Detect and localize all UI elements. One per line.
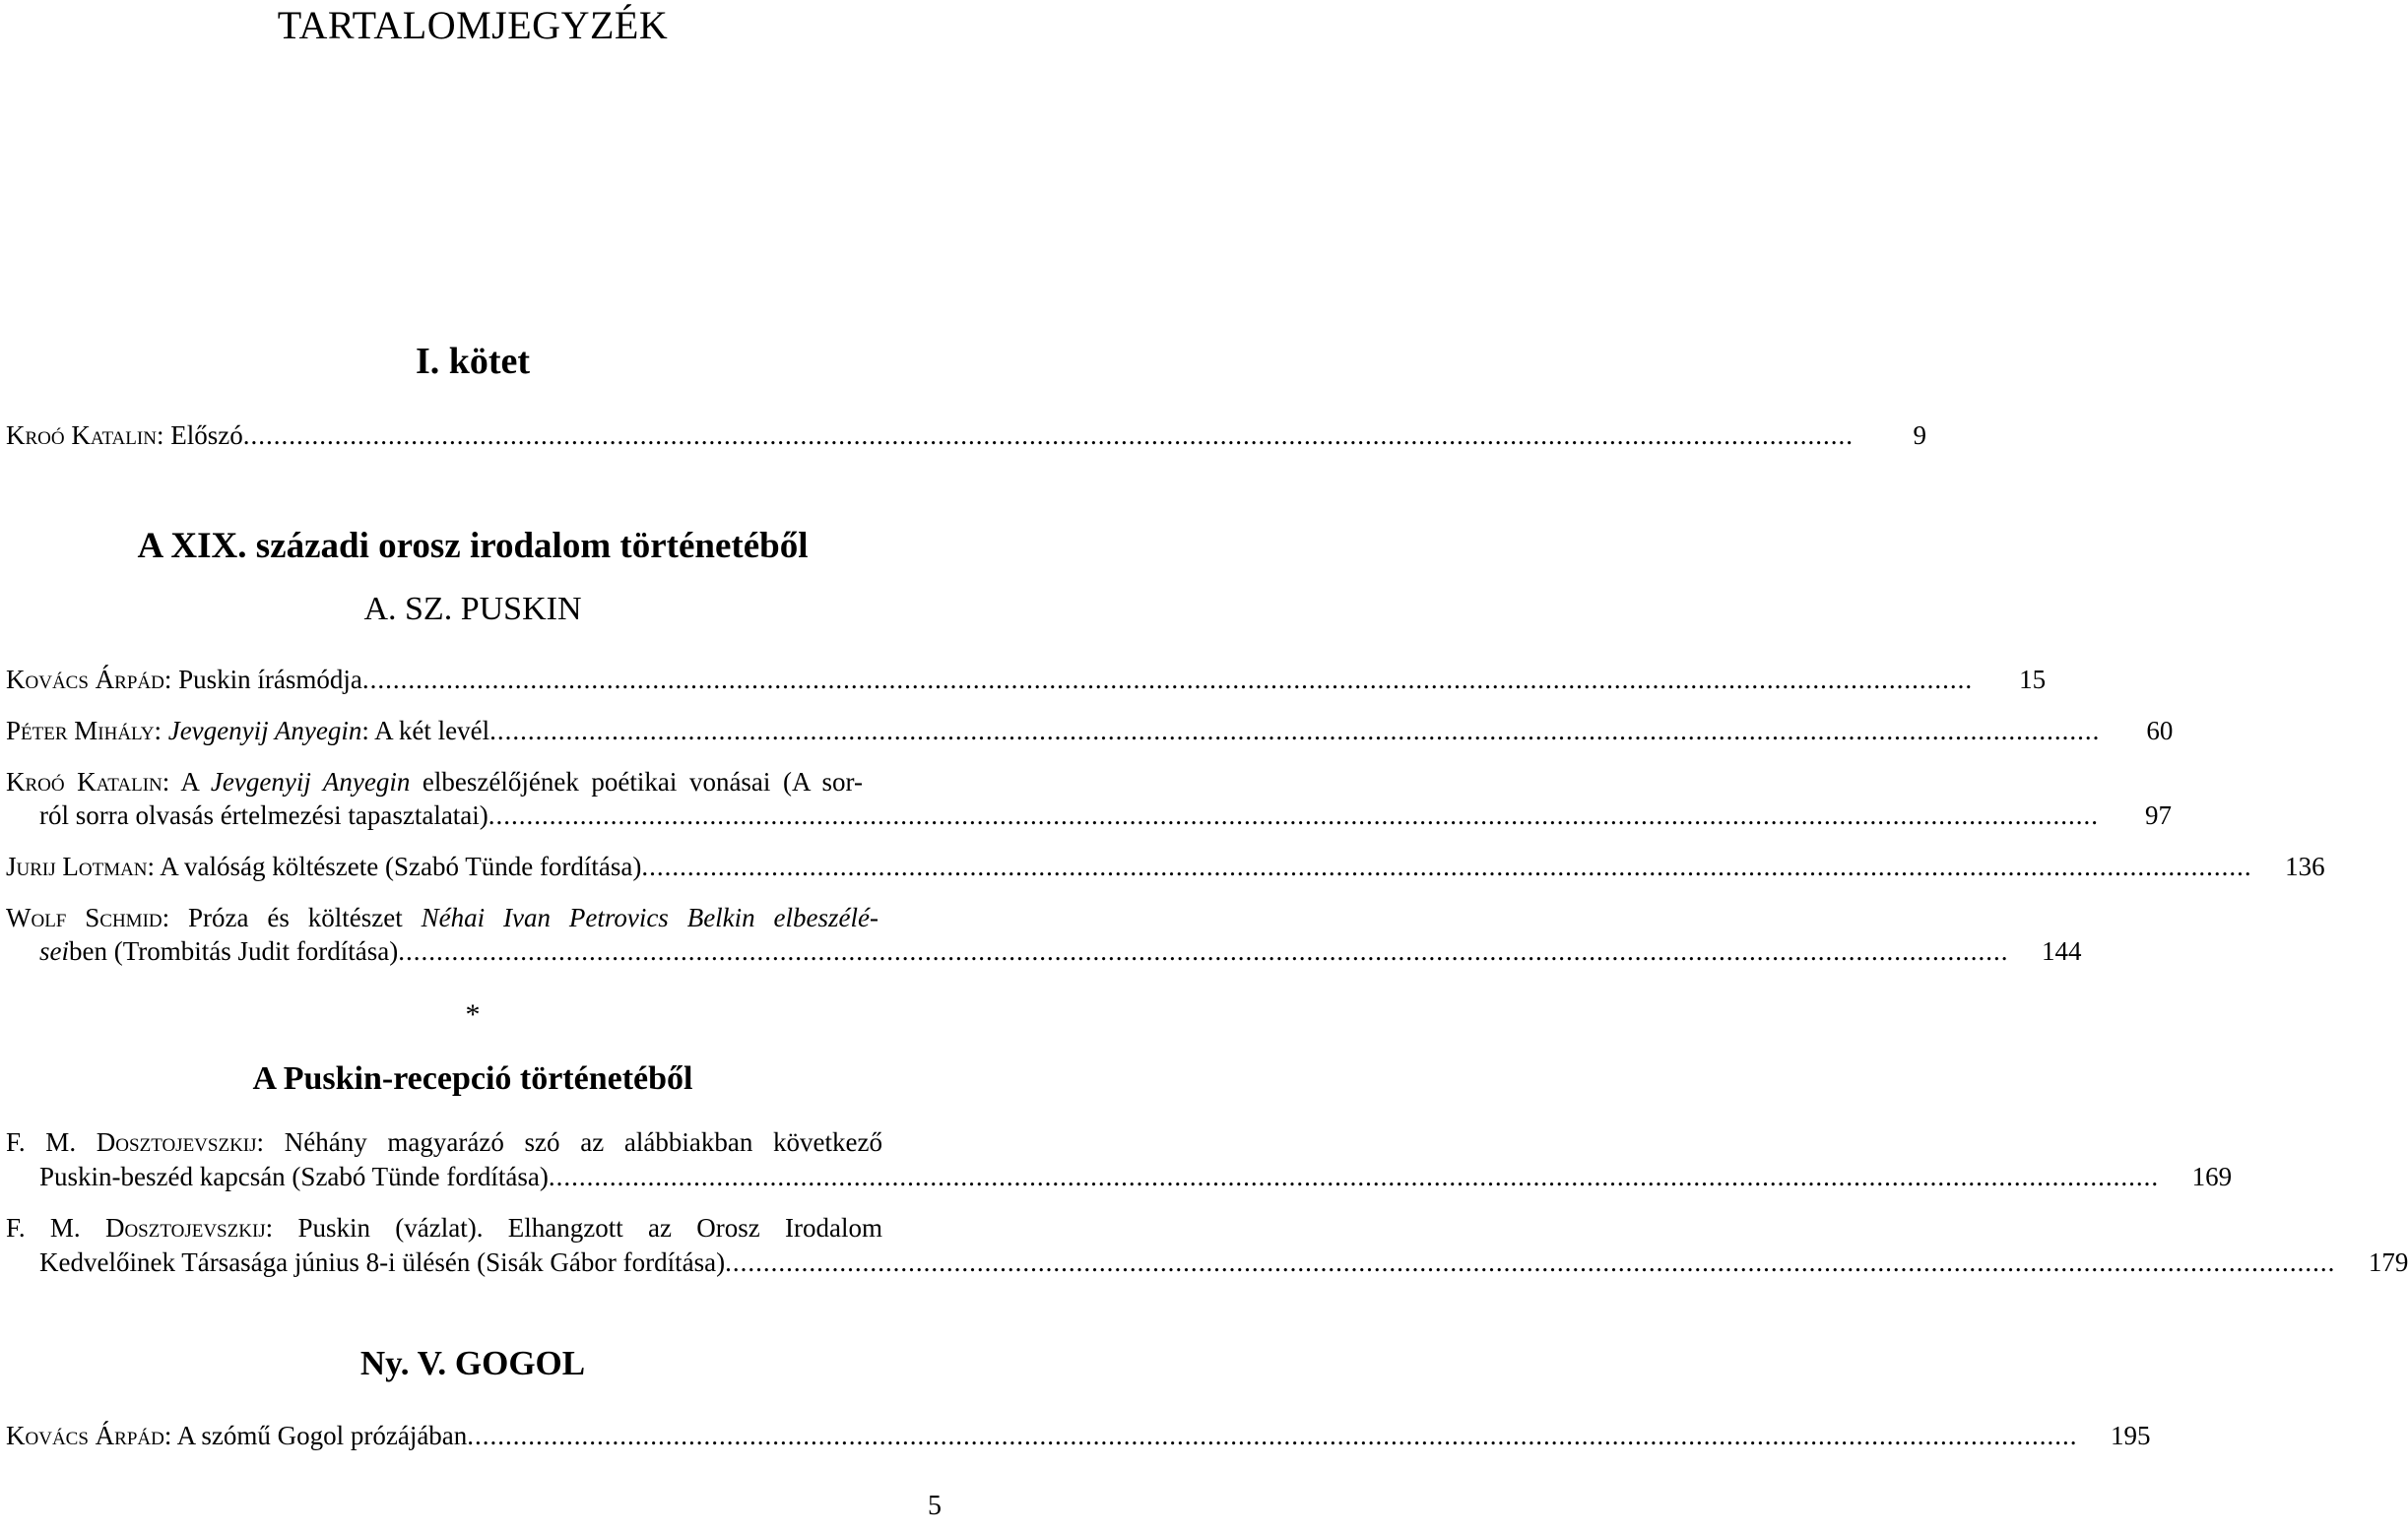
section-heading-19th-century: A XIX. századi orosz irodalom történetéből bbox=[137, 526, 809, 566]
entry-title-italic: Jevgenyij Anyegin bbox=[167, 716, 362, 745]
entry-title: Előszó bbox=[170, 420, 243, 450]
entry-page: 195 bbox=[2111, 1421, 2151, 1450]
toc-entry-5-line1[interactable] bbox=[6, 900, 879, 935]
volume-heading: I. kötet bbox=[415, 341, 531, 382]
leader-dots bbox=[489, 713, 2100, 748]
entry-author: Kroó Katalin: bbox=[6, 767, 170, 797]
entry-author: Kovács Árpád: bbox=[6, 665, 172, 694]
entry-title: Próza és költészet bbox=[188, 903, 422, 932]
leader-dots bbox=[549, 1159, 2159, 1194]
toc-entry-2[interactable] bbox=[6, 713, 2174, 748]
entry-author: Kovács Árpád: bbox=[6, 1421, 172, 1450]
entry-title-cont: Kedvelőinek Társasága június 8-i ülésén (Sisák Gábor fordítása) bbox=[39, 1247, 726, 1277]
entry-page: 9 bbox=[1913, 420, 1926, 450]
entry-page: 144 bbox=[2041, 936, 2082, 966]
toc-entry-5-line2[interactable] bbox=[39, 933, 2082, 969]
entry-title-italic: Néhai Ivan Petrovics Belkin elbeszélé- bbox=[421, 903, 879, 932]
entry-page: 179 bbox=[2368, 1247, 2408, 1277]
leader-dots bbox=[362, 662, 1973, 697]
toc-entry-3-line1[interactable] bbox=[6, 764, 863, 799]
entry-author: Péter Mihály: bbox=[6, 716, 162, 745]
entry-page: 136 bbox=[2285, 852, 2325, 881]
entry-title: Puskin írásmódja bbox=[178, 665, 362, 694]
entry-author: Wolf Schmid: bbox=[6, 903, 170, 932]
entry-page: 97 bbox=[2145, 800, 2173, 830]
leader-dots bbox=[398, 933, 2008, 969]
entry-title-italic-cont: sei bbox=[39, 936, 69, 966]
toc-entry-6-line1[interactable] bbox=[6, 1124, 882, 1160]
entry-page: 60 bbox=[2146, 716, 2174, 745]
subsection-heading-gogol: Ny. V. GOGOL bbox=[359, 1344, 586, 1382]
entry-title: : A két levél bbox=[361, 716, 490, 745]
page-title: TARTALOMJEGYZÉK bbox=[277, 3, 669, 47]
toc-entry-7-line2[interactable] bbox=[39, 1245, 2408, 1280]
entry-title-cont: ben (Trombitás Judit fordítása) bbox=[69, 936, 399, 966]
entry-title: A szómű Gogol prózájában bbox=[176, 1421, 468, 1450]
entry-author-prefix: F. M. bbox=[6, 1127, 77, 1157]
leader-dots bbox=[488, 798, 2099, 833]
leader-dots bbox=[467, 1418, 2077, 1453]
entry-author: Dosztojevszkij: bbox=[104, 1213, 274, 1243]
entry-title-italic: Jevgenyij Anyegin bbox=[210, 767, 411, 797]
entry-author: Kroó Katalin: bbox=[6, 420, 164, 450]
entry-author-prefix: F. M. bbox=[6, 1213, 81, 1243]
entry-title: elbeszélőjének poétikai vonásai (A sor- bbox=[410, 767, 863, 797]
entry-title: Puskin (vázlat). Elhangzott az Orosz Irodalom bbox=[297, 1213, 882, 1243]
toc-entry-6-line2[interactable] bbox=[39, 1159, 2233, 1194]
page-number: 5 bbox=[928, 1491, 942, 1521]
toc-entry-7-line1[interactable] bbox=[6, 1210, 882, 1246]
entry-title: A valóság költészete (Szabó Tünde fordítása) bbox=[160, 852, 642, 881]
leader-dots bbox=[725, 1245, 2335, 1280]
leader-dots bbox=[641, 849, 2251, 884]
entry-page: 169 bbox=[2191, 1162, 2233, 1191]
entry-title-cont: ról sorra olvasás értelmezési tapasztalatai) bbox=[39, 800, 488, 830]
subsection-heading-puskin: A. SZ. PUSKIN bbox=[363, 591, 582, 627]
toc-entry-1[interactable] bbox=[6, 662, 2047, 697]
toc-entry-preface[interactable] bbox=[6, 417, 1926, 453]
entry-title: Néhány magyarázó szó az alábbiakban következő bbox=[284, 1127, 883, 1157]
section-heading-reception: A Puskin-recepció történetéből bbox=[252, 1060, 693, 1097]
separator-asterisk: * bbox=[465, 998, 481, 1031]
toc-entry-3-line2[interactable] bbox=[39, 798, 2173, 833]
entry-author: Jurij Lotman: bbox=[6, 852, 156, 881]
toc-entry-4[interactable] bbox=[6, 849, 2325, 884]
toc-entry-8[interactable] bbox=[6, 1418, 2151, 1453]
entry-page: 15 bbox=[2019, 665, 2047, 694]
entry-author: Dosztojevszkij: bbox=[96, 1127, 265, 1157]
entry-title-pre: A bbox=[180, 767, 211, 797]
entry-title-cont: Puskin-beszéd kapcsán (Szabó Tünde fordítása) bbox=[39, 1162, 549, 1191]
leader-dots bbox=[243, 417, 1854, 453]
